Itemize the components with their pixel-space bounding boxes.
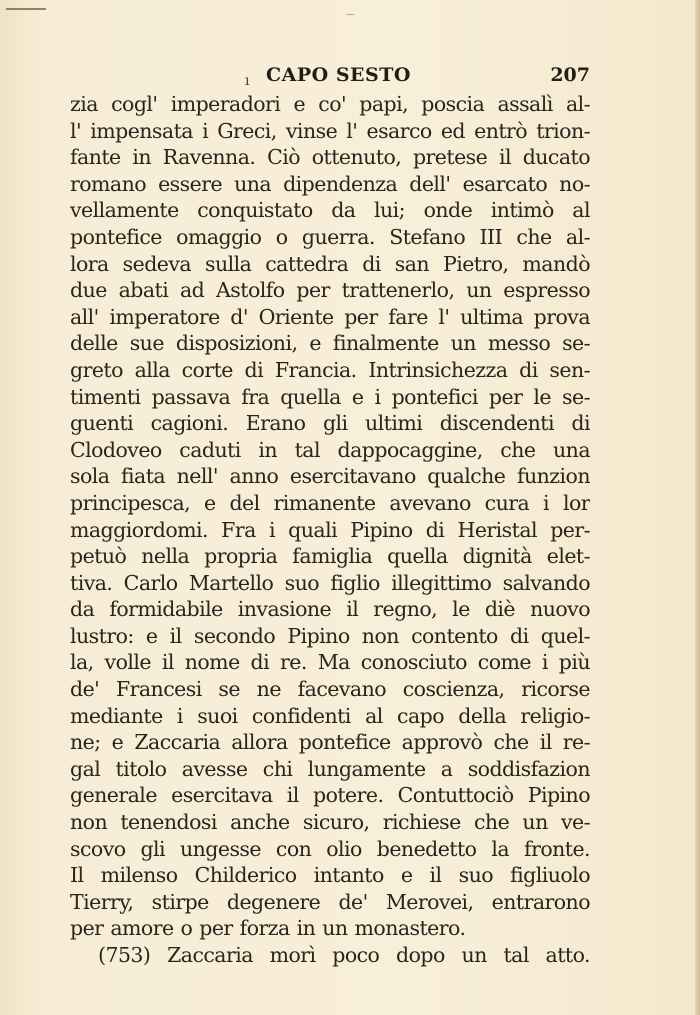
text-line: Tierry, stirpe degenere de' Merovei, entrarono (70, 889, 590, 914)
text-line: gal titolo avesse chi lungamente a soddisfazion (70, 756, 590, 781)
corner-ink-mark (6, 8, 46, 10)
text-line: maggiordomi. Fra i quali Pipino di Heristal per- (70, 517, 590, 542)
text-line: due abati ad Astolfo per trattenerlo, un espresso (70, 278, 590, 303)
text-line: principesca, e del rimanente avevano cura i lor (70, 490, 590, 515)
text-line: Il milenso Childerico intanto e il suo figliuolo (70, 863, 590, 888)
text-line: lustro: e il secondo Pipino non contento di quel- (70, 623, 590, 648)
text-line: (753) Zaccaria morì poco dopo un tal atto. (98, 943, 590, 967)
text-line: guenti cagioni. Erano gli ultimi discendenti di (70, 411, 590, 436)
text-line: fante in Ravenna. Ciò ottenuto, pretese il ducato (70, 145, 590, 170)
text-line: delle sue disposizioni, e finalmente un messo se- (70, 331, 590, 356)
body-text (70, 91, 590, 969)
text-line: scovo gli ungesse con olio benedetto la fronte. (70, 836, 590, 861)
text-line: petuò nella propria famiglia quella dignità elet- (70, 544, 590, 569)
text-line: ne; e Zaccaria allora pontefice approvò che il re- (70, 730, 590, 755)
text-line: l' impensata i Greci, vinse l' esarco ed entrò trion- (70, 118, 590, 143)
text-line: zia cogl' imperadori e co' papi, poscia assalì al- (70, 92, 590, 116)
text-line: Clodoveo caduti in tal dappocaggine, che una (70, 437, 590, 462)
text-line: sola fiata nell' anno esercitavano qualche funzion (70, 464, 590, 489)
text-line: generale esercitava il potere. Contuttociò Pipino (70, 783, 590, 808)
text-line: romano essere una dipendenza dell' esarcato no- (70, 171, 590, 196)
text-line: de' Francesi se ne facevano coscienza, ricorse (70, 677, 590, 702)
text-line: tiva. Carlo Martello suo figlio illegittimo salvando (70, 570, 590, 595)
text-line: pontefice omaggio o guerra. Stefano III che al- (70, 224, 590, 249)
text-line: greto alla corte di Francia. Intrinsichezza di sen- (70, 357, 590, 382)
header-mark: ı (245, 73, 250, 89)
page-edge (695, 0, 700, 1015)
top-ink-mark (346, 14, 354, 15)
chapter-title: CAPO SESTO (266, 64, 411, 86)
text-line: mediante i suoi confidenti al capo della religio- (70, 703, 590, 728)
text-line: all' imperatore d' Oriente per fare l' ultima prova (70, 304, 590, 329)
paragraph-end-line: per amore o per forza in un monastero. (70, 916, 466, 941)
text-line: timenti passava fra quella e i pontefici per le se- (70, 384, 590, 409)
text-line: non tenendosi anche sicuro, richiese che un ve- (70, 810, 590, 835)
text-line: vellamente conquistato da lui; onde intimò al (70, 198, 590, 223)
text-line: da formidabile invasione il regno, le diè nuovo (70, 597, 590, 622)
text-line: la, volle il nome di re. Ma conosciuto come i più (70, 650, 590, 675)
running-head (70, 64, 590, 94)
text-line: lora sedeva sulla cattedra di san Pietro, mandò (70, 251, 590, 276)
page-number: 207 (550, 64, 590, 86)
